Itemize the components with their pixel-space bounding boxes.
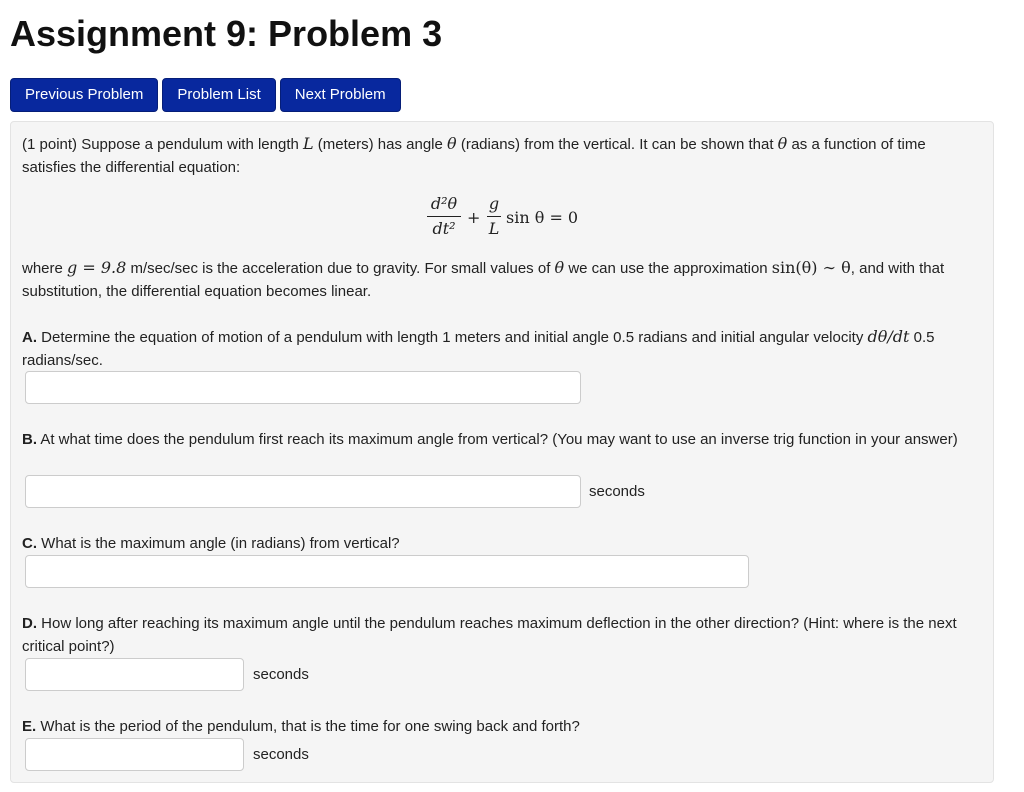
problem-intro: (1 point) Suppose a pendulum with length L (meters) has angle θ (radians) from the vertical. It can be shown that θ as a function of time satisfies the differential equation: xyxy=(22,134,926,176)
math-length-symbol: L xyxy=(303,134,314,153)
gravity-description: where g = 9.8 m/sec/sec is the acceleration due to gravity. For small values of θ we can use the approximation sin(θ) ∼ θ, and with that substitution, the differential equation becomes linear. xyxy=(22,258,945,300)
next-problem-button[interactable]: Next Problem xyxy=(280,78,401,112)
part-d-answer-input[interactable] xyxy=(25,658,244,691)
part-c-answer-input[interactable] xyxy=(25,555,749,588)
g-over-l-fraction: g L xyxy=(488,194,500,238)
part-d-unit-label: seconds xyxy=(253,666,309,683)
part-e-unit-label: seconds xyxy=(253,746,309,763)
part-a-answer-input[interactable] xyxy=(25,371,581,404)
page-title: Assignment 9: Problem 3 xyxy=(10,13,443,54)
part-d-question: D. How long after reaching its maximum angle until the pendulum reaches maximum deflection in the other direction? (Hint: where is the next critical point?) xyxy=(22,615,957,655)
part-b-answer-input[interactable] xyxy=(25,475,581,508)
problem-navigation xyxy=(10,78,401,112)
math-theta-symbol: θ xyxy=(447,134,457,153)
previous-problem-button[interactable]: Previous Problem xyxy=(10,78,158,112)
part-b-unit-label: seconds xyxy=(589,483,645,500)
math-theta-symbol: θ xyxy=(777,134,788,153)
differential-equation: d²θ dt² + g L sin θ = 0 xyxy=(11,190,993,246)
part-b-question: B. At what time does the pendulum first reach its maximum angle from vertical? (You may want to use an inverse trig function in your answer) xyxy=(22,431,958,448)
problem-list-button[interactable]: Problem List xyxy=(162,78,275,112)
part-c-question: C. What is the maximum angle (in radians) from vertical? xyxy=(22,535,400,552)
part-e-question: E. What is the period of the pendulum, that is the time for one swing back and forth? xyxy=(22,718,580,735)
problem-panel xyxy=(10,121,994,783)
part-e-answer-input[interactable] xyxy=(25,738,244,771)
second-derivative-fraction: d²θ dt² xyxy=(427,194,461,239)
part-a-question: A. Determine the equation of motion of a pendulum with length 1 meters and initial angle 0.5 radians and initial angular velocity dθ/dt 0.5 radians/sec. xyxy=(22,327,935,369)
